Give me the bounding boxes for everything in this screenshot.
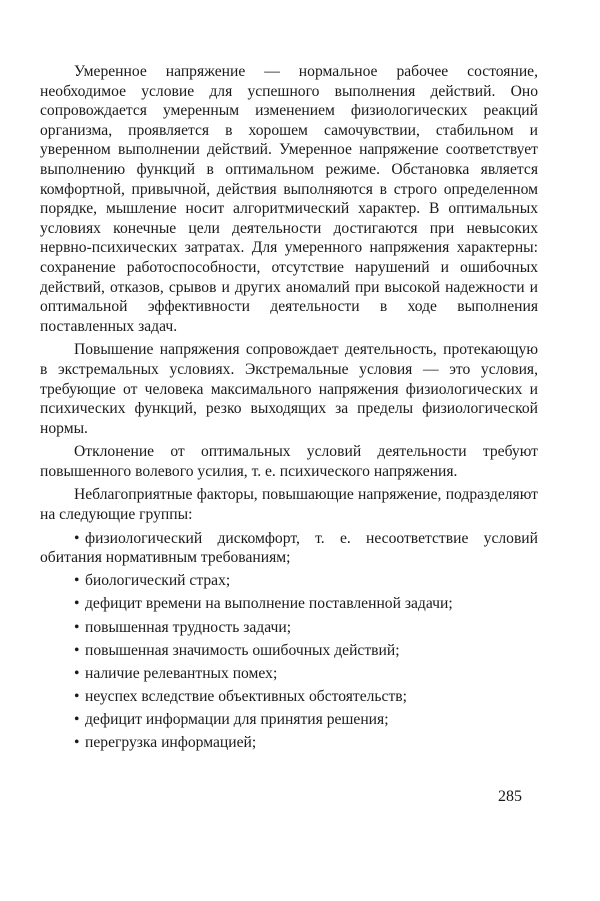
list-item: • повышенная трудность задачи; (74, 618, 292, 636)
bullet-icon: • (74, 595, 80, 613)
page-body (40, 62, 538, 756)
paragraph-deviation: Отклонение от оптимальных условий деятельности требуют повышенного волевого усилия, т. е. психического напряжения. (40, 443, 538, 480)
bullet-icon: • (74, 710, 80, 728)
list-item: • повышенная значимость ошибочных действий; (74, 641, 400, 659)
bullet-icon: • (74, 664, 80, 682)
bullet-icon: • (74, 572, 80, 590)
paragraph-increased-tension: Повышение напряжения сопровождает деятельность, протекающую в экстремальных условиях. Экстремальные условия — это условия, требующие от человека максимального напряжения физиологических и психических функций, резко выходящих за пределы физиологической нормы. (40, 341, 538, 437)
list-item: • перегрузка информацией; (74, 734, 257, 751)
paragraph-factors-intro: Неблагоприятные факторы, повышающие напряжение, подразделяют на следующие группы: (40, 486, 538, 524)
page-number: 285 (498, 788, 522, 805)
factors-list (40, 529, 538, 753)
list-item: • физиологический дискомфорт, т. е. несоответствие условий обитания нормативным требованиям; (40, 529, 538, 567)
list-item: • дефицит времени на выполнение поставленной задачи; (74, 595, 453, 613)
bullet-icon: • (74, 734, 80, 751)
list-item: • неуспех вследствие объективных обстоятельств; (74, 687, 407, 705)
list-item: • наличие релевантных помех; (74, 664, 278, 682)
bullet-icon: • (74, 641, 80, 659)
bullet-icon: • (74, 529, 80, 547)
list-item: • биологический страх; (74, 572, 231, 590)
bullet-icon: • (74, 618, 80, 636)
bullet-icon: • (74, 687, 80, 705)
paragraph-moderate-tension: Умеренное напряжение — нормальное рабочее состояние, необходимое условие для успешного выполнения действий. Оно сопровождается умеренным изменением физиологических реакций организма, проявляется в хорошем самочувствии, стабильном и уверенном выполнении действий. Умеренное напряжение соответствует выполнению функций в оптимальном режиме. Обстановка является комфортной, привычной, действия выполняются в строго определенном порядке, мышление носит алгоритмический характер. В оптимальных условиях конечные цели деятельности достигаются при невысоких нервно-психических затратах. Для умеренного напряжения характерны: сохранение работоспособности, отсутствие нарушений и ошибочных действий, отказов, срывов и других аномалий при высокой надежности и оптимальной эффективности деятельности в ходе выполнения поставленных задач. (40, 63, 538, 335)
list-item: • дефицит информации для принятия решения; (74, 710, 389, 728)
